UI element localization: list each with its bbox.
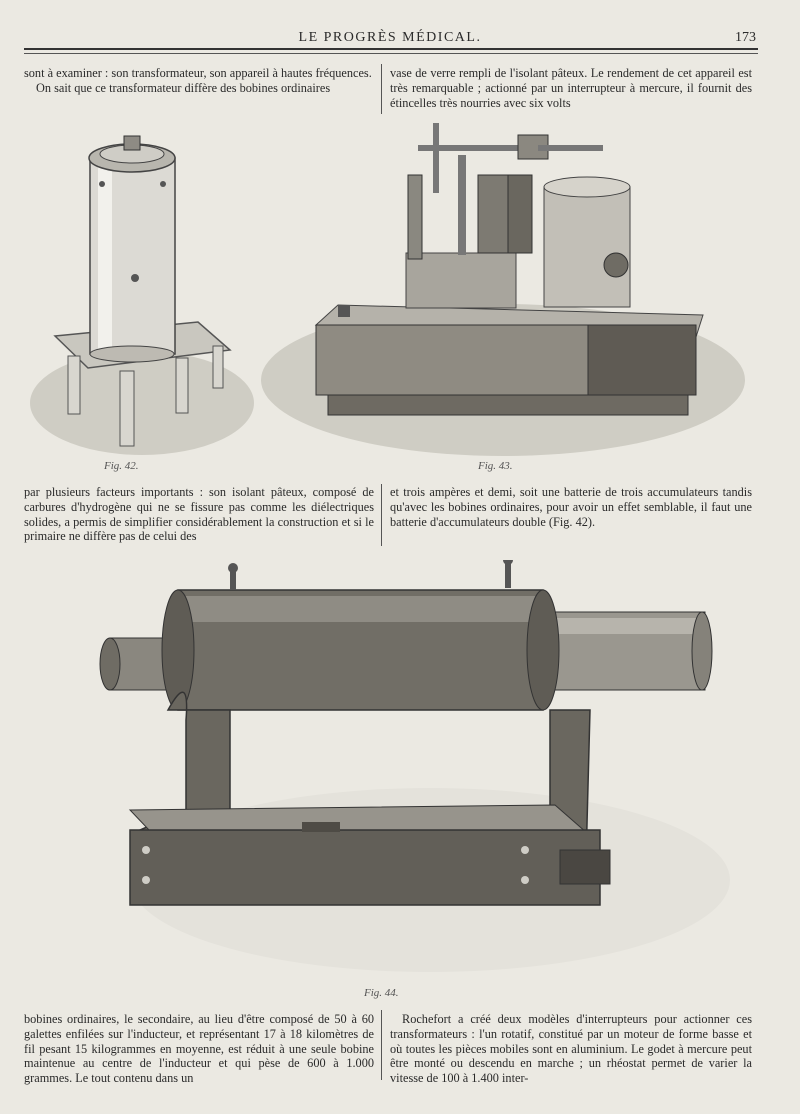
column-separator-bottom <box>381 1010 382 1080</box>
bottom-left-paragraph: bobines ordinaires, le secondaire, au lieu d'être composé de 50 à 60 galettes enfilées sur l'inducteur, et représentant 17 à 18 kilomètres de fil pesant 15 kilogrammes en moyenne, est réduit à une seule bobine maintenue au centre de l'inducteur et qui pèse de 600 à 1.000 grammes. Le tout contenu dans un <box>24 1012 374 1086</box>
middle-left-column <box>24 485 374 544</box>
middle-left-paragraph: par plusieurs facteurs importants : son isolant pâteux, composé de carbures d'hydrogène qui ne se fissure pas comme les diélectriques solides, a permis de simplifier considérablement la construction et si le primaire ne diffère pas de celui des <box>24 485 374 544</box>
figure-44-illustration <box>90 560 750 980</box>
middle-right-paragraph: et trois ampères et demi, soit une batterie de trois accumulateurs tandis qu'avec les bobines ordinaires, pour avoir un effet semblable, il faut une batterie d'accumulateurs double (Fig. 42). <box>390 485 752 529</box>
page-number: 173 <box>735 30 756 45</box>
top-left-paragraph-2: On sait que ce transformateur diffère des bobines ordinaires <box>36 80 331 95</box>
header-rule-thin <box>24 53 758 54</box>
middle-right-column <box>390 485 752 529</box>
top-right-column <box>390 66 752 110</box>
journal-title: LE PROGRÈS MÉDICAL. <box>298 30 482 45</box>
figure-42-caption: Fig. 42. <box>104 460 139 472</box>
figure-44-caption: Fig. 44. <box>364 987 399 999</box>
top-left-column <box>24 66 374 96</box>
column-separator-top <box>381 64 382 114</box>
bottom-left-column <box>24 1012 374 1086</box>
figure-43-illustration <box>258 115 753 460</box>
figure-43-caption: Fig. 43. <box>478 460 513 472</box>
bottom-right-column <box>390 1012 752 1086</box>
header-rule-thick <box>24 48 758 50</box>
column-separator-middle <box>381 484 382 546</box>
top-right-paragraph: vase de verre rempli de l'isolant pâteux. Le rendement de cet appareil est très remarquable ; actionné par un interrupteur à mercure, il fournit des étincelles très nourries avec six volts <box>390 66 752 110</box>
page-header <box>24 28 756 54</box>
top-left-paragraph-1: sont à examiner : son transformateur, son appareil à hautes fréquences. <box>24 66 372 80</box>
bottom-right-paragraph: Rochefort a créé deux modèles d'interrupteurs pour actionner ces transformateurs : l'un rotatif, constitué par un moteur de forme basse et où toutes les pièces mobiles sont en aluminium. Le godet à mercure peut être monté ou descendu en marche ; un rhéostat permet de varier la vitesse de 100 à 1.400 inter- <box>390 1012 752 1086</box>
figure-42-illustration <box>20 118 255 456</box>
